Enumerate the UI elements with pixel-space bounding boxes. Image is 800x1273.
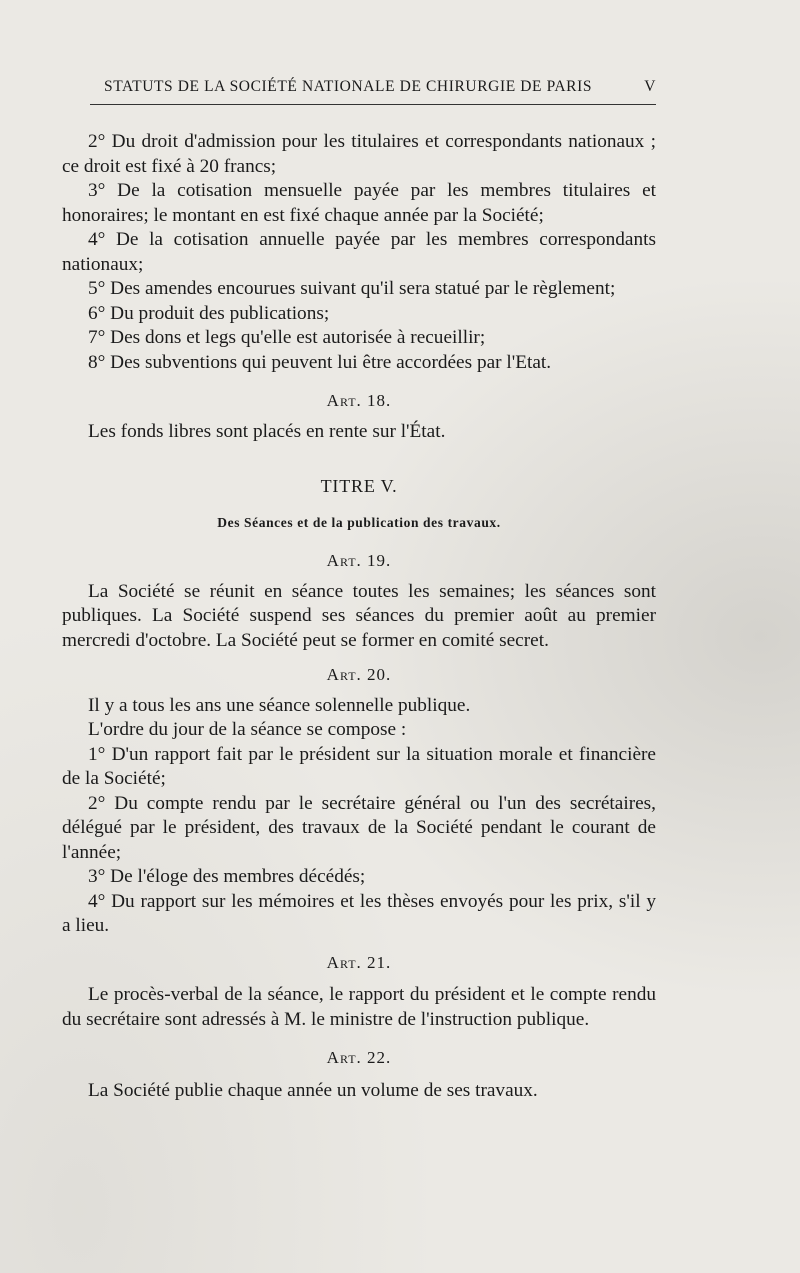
title-v-heading: TITRE V. xyxy=(320,476,398,496)
paragraph-item-5: 5° Des amendes encourues suivant qu'il sera statué par le règlement; xyxy=(88,278,616,299)
header-rule xyxy=(90,104,656,105)
paragraph-item-6: 6° Du produit des publications; xyxy=(88,302,330,324)
paragraph-item-3: 3° De la cotisation mensuelle payée par les membres titulaires et honoraires; le montant en est fixé chaque année par la Société; xyxy=(62,180,656,226)
running-title: STATUTS DE LA SOCIÉTÉ NATIONALE DE CHIRURGIE DE PARIS xyxy=(104,78,593,95)
article-20-item-4: 4° Du rapport sur les mémoires et les thèses envoyés pour les prix, s'il y a lieu. xyxy=(62,890,656,936)
running-head xyxy=(104,78,656,96)
article-18-heading: Art. 18. xyxy=(326,391,392,410)
paragraph-item-4: 4° De la cotisation annuelle payée par les membres correspondants nationaux; xyxy=(62,229,656,275)
title-v-subtitle: Des Séances et de la publication des travaux. xyxy=(217,514,501,530)
paragraph-item-8: 8° Des subventions qui peuvent lui être accordées par l'Etat. xyxy=(88,351,552,373)
page-number: V xyxy=(644,78,656,95)
article-21-text: Le procès-verbal de la séance, le rapport du président et le compte rendu du secrétaire sont adressés à M. le ministre de l'instruction publique. xyxy=(62,984,656,1030)
page-body xyxy=(62,130,656,1103)
article-20-item-3: 3° De l'éloge des membres décédés; xyxy=(88,866,366,887)
article-21-heading: Art. 21. xyxy=(326,952,392,972)
paragraph-item-7: 7° Des dons et legs qu'elle est autorisée à recueillir; xyxy=(88,327,486,348)
article-19-heading: Art. 19. xyxy=(326,551,392,570)
article-19-text: La Société se réunit en séance toutes les semaines; les séances sont publiques. La Société suspend ses séances du premier août au premier mercredi d'octobre. La Société peut se former en comité secret. xyxy=(62,580,656,651)
article-18-text: Les fonds libres sont placés en rente sur l'État. xyxy=(88,420,446,442)
article-20-item-1: 1° D'un rapport fait par le président sur la situation morale et financière de la Société; xyxy=(62,743,656,789)
article-20-intro: Il y a tous les ans une séance solennelle publique. xyxy=(88,694,471,716)
paragraph-item-2: 2° Du droit d'admission pour les titulaires et correspondants nationaux ; ce droit est fixé à 20 francs; xyxy=(62,131,656,177)
article-20-heading: Art. 20. xyxy=(326,665,392,684)
article-22-heading: Art. 22. xyxy=(326,1048,392,1067)
article-20-item-2: 2° Du compte rendu par le secrétaire général ou l'un des secrétaires, délégué par le président, des travaux de la Société pendant le courant de l'année; xyxy=(62,792,656,863)
article-20-agenda: L'ordre du jour de la séance se compose : xyxy=(88,719,407,740)
article-22-text: La Société publie chaque année un volume de ses travaux. xyxy=(88,1079,538,1101)
